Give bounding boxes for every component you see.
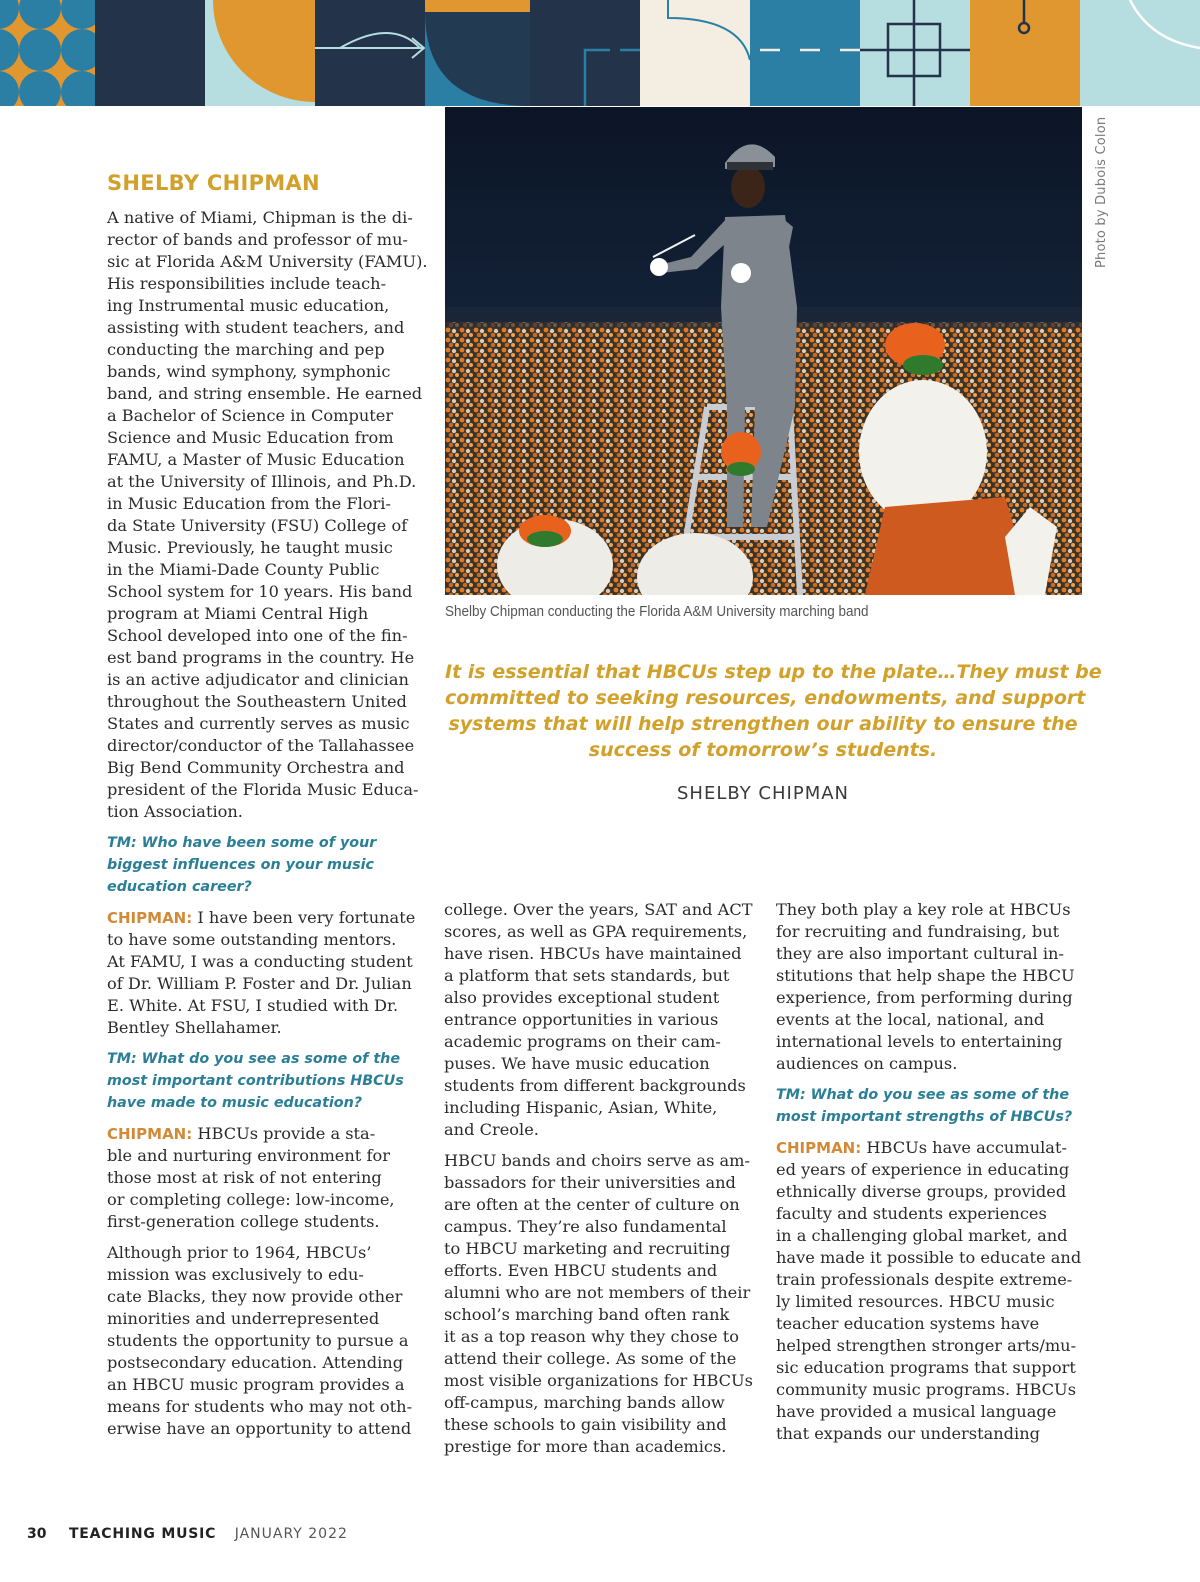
pull-quote-line: systems that will help strengthen our ability to ensure the bbox=[448, 713, 1078, 735]
text-line: they are also important cultural in- bbox=[776, 944, 1064, 963]
answer-paragraph bbox=[107, 1123, 412, 1233]
text-line: community music programs. HBCUs bbox=[776, 1380, 1076, 1399]
band-director-photo bbox=[445, 107, 1082, 595]
geometric-pattern-banner bbox=[0, 0, 1200, 106]
text-line: teacher education systems have bbox=[776, 1314, 1040, 1333]
pull-quote-line: success of tomorrow’s students. bbox=[588, 739, 938, 761]
text-line: experience, from performing during bbox=[776, 988, 1073, 1007]
text-line: international levels to entertaining bbox=[776, 1032, 1063, 1051]
text-line: a Bachelor of Science in Computer bbox=[107, 406, 394, 425]
text-line: most important strengths of HBCUs? bbox=[776, 1109, 1073, 1125]
text-line-content: HBCUs provide a sta- bbox=[197, 1124, 376, 1143]
text-line: Science and Music Education from bbox=[107, 428, 394, 447]
text-line: throughout the Southeastern United bbox=[107, 692, 407, 711]
pull-quote-line: committed to seeking resources, endowments, and support bbox=[445, 687, 1086, 709]
text-line: tion Association. bbox=[107, 802, 243, 821]
text-line: postsecondary education. Attending bbox=[107, 1353, 404, 1372]
text-line: Although prior to 1964, HBCUs’ bbox=[107, 1243, 372, 1262]
text-line: est band programs in the country. He bbox=[107, 648, 415, 667]
text-line: bands, wind symphony, symphonic bbox=[107, 362, 391, 381]
text-line: biggest influences on your music bbox=[107, 857, 374, 873]
article-heading: SHELBY CHIPMAN bbox=[107, 171, 320, 195]
text-line: cate Blacks, they now provide other bbox=[107, 1287, 403, 1306]
text-line: prestige for more than academics. bbox=[444, 1437, 727, 1456]
text-line: band, and string ensemble. He earned bbox=[107, 384, 423, 403]
text-line: in Music Education from the Flori- bbox=[107, 494, 391, 513]
text-line: A native of Miami, Chipman is the di- bbox=[107, 208, 413, 227]
text-line: to have some outstanding mentors. bbox=[107, 930, 397, 949]
article-column-3 bbox=[776, 899, 1081, 1454]
text-line: minorities and underrepresented bbox=[107, 1309, 380, 1328]
text-line: that expands our understanding bbox=[776, 1424, 1040, 1443]
text-line: States and currently serves as music bbox=[107, 714, 410, 733]
text-line: these schools to gain visibility and bbox=[444, 1415, 727, 1434]
bio-paragraph bbox=[107, 207, 428, 823]
text-line: director/conductor of the Tallahassee bbox=[107, 736, 415, 755]
body-paragraph bbox=[776, 899, 1081, 1075]
text-line: His responsibilities include teach- bbox=[107, 274, 387, 293]
text-line: those most at risk of not entering bbox=[107, 1168, 382, 1187]
text-line: of Dr. William P. Foster and Dr. Julian bbox=[107, 974, 412, 993]
text-line bbox=[776, 1137, 1081, 1159]
article-column-1 bbox=[107, 207, 428, 1449]
text-line: sic education programs that support bbox=[776, 1358, 1076, 1377]
text-line: conducting the marching and pep bbox=[107, 340, 385, 359]
text-line: it as a top reason why they chose to bbox=[444, 1327, 739, 1346]
text-line: or completing college: low-income, bbox=[107, 1190, 395, 1209]
text-line: events at the local, national, and bbox=[776, 1010, 1045, 1029]
text-line bbox=[107, 907, 416, 929]
text-line: puses. We have music education bbox=[444, 1054, 710, 1073]
text-line: Music. Previously, he taught music bbox=[107, 538, 393, 557]
photo-caption: Shelby Chipman conducting the Florida A&M University marching band bbox=[445, 604, 869, 620]
text-line: education career? bbox=[107, 879, 252, 895]
text-line: At FAMU, I was a conducting student bbox=[107, 952, 413, 971]
text-line: in a challenging global market, and bbox=[776, 1226, 1068, 1245]
text-line: sic at Florida A&M University (FAMU). bbox=[107, 252, 428, 271]
text-line: at the University of Illinois, and Ph.D. bbox=[107, 472, 417, 491]
text-line: program at Miami Central High bbox=[107, 604, 369, 623]
text-line: efforts. Even HBCU students and bbox=[444, 1261, 718, 1280]
text-line: for recruiting and fundraising, but bbox=[776, 922, 1060, 941]
text-line: students from different backgrounds bbox=[444, 1076, 746, 1095]
text-line: Bentley Shellahamer. bbox=[107, 1018, 282, 1037]
issue-date: JANUARY 2022 bbox=[234, 1526, 348, 1542]
text-line: rector of bands and professor of mu- bbox=[107, 230, 409, 249]
text-line: have made to music education? bbox=[107, 1095, 363, 1111]
body-paragraph bbox=[107, 1242, 412, 1440]
text-line: also provides exceptional student bbox=[444, 988, 720, 1007]
text-line: and Creole. bbox=[444, 1120, 539, 1139]
text-line: train professionals despite extreme- bbox=[776, 1270, 1073, 1289]
answer-paragraph bbox=[776, 1137, 1081, 1445]
text-line: are often at the center of culture on bbox=[444, 1195, 740, 1214]
text-line: bassadors for their universities and bbox=[444, 1173, 736, 1192]
text-line: ly limited resources. HBCU music bbox=[776, 1292, 1055, 1311]
text-line: HBCU bands and choirs serve as am- bbox=[444, 1151, 750, 1170]
text-line: da State University (FSU) College of bbox=[107, 516, 408, 535]
text-line bbox=[107, 1123, 412, 1145]
pull-quote bbox=[445, 659, 1102, 763]
text-line-content: I have been very fortunate bbox=[197, 908, 416, 927]
text-line: campus. They’re also fundamental bbox=[444, 1217, 727, 1236]
text-line: TM: What do you see as some of the bbox=[107, 1051, 401, 1067]
text-line: audiences on campus. bbox=[776, 1054, 958, 1073]
text-line-content: HBCUs have accumulat- bbox=[866, 1138, 1067, 1157]
magazine-title: TEACHING MUSIC bbox=[68, 1526, 217, 1542]
text-line: school’s marching band often rank bbox=[444, 1305, 730, 1324]
text-line: erwise have an opportunity to attend bbox=[107, 1419, 412, 1438]
text-line: to HBCU marketing and recruiting bbox=[444, 1239, 731, 1258]
text-line: most visible organizations for HBCUs bbox=[444, 1371, 753, 1390]
text-line: They both play a key role at HBCUs bbox=[776, 900, 1071, 919]
text-line: attend their college. As some of the bbox=[444, 1349, 737, 1368]
text-line: FAMU, a Master of Music Education bbox=[107, 450, 405, 469]
page-number: 30 bbox=[27, 1526, 47, 1542]
photo-credit: Photo by Dubois Colon bbox=[1094, 116, 1109, 268]
text-line: School developed into one of the fin- bbox=[107, 626, 408, 645]
speaker-label: CHIPMAN: bbox=[107, 909, 193, 927]
text-line: have risen. HBCUs have maintained bbox=[444, 944, 742, 963]
text-line: helped strengthen stronger arts/mu- bbox=[776, 1336, 1077, 1355]
text-line: most important contributions HBCUs bbox=[107, 1073, 404, 1089]
pull-quote-attribution: SHELBY CHIPMAN bbox=[676, 783, 850, 804]
speaker-label: CHIPMAN: bbox=[107, 1125, 193, 1143]
text-line: first-generation college students. bbox=[107, 1212, 380, 1231]
text-line: assisting with student teachers, and bbox=[107, 318, 405, 337]
text-line: scores, as well as GPA requirements, bbox=[444, 922, 748, 941]
text-line: ed years of experience in educating bbox=[776, 1160, 1070, 1179]
article-column-2 bbox=[444, 899, 753, 1467]
text-line: Big Bend Community Orchestra and bbox=[107, 758, 405, 777]
text-line: president of the Florida Music Educa- bbox=[107, 780, 419, 799]
interview-question bbox=[776, 1084, 1081, 1128]
text-line: E. White. At FSU, I studied with Dr. bbox=[107, 996, 399, 1015]
text-line: means for students who may not oth- bbox=[107, 1397, 413, 1416]
text-line: is an active adjudicator and clinician bbox=[107, 670, 409, 689]
text-line: alumni who are not members of their bbox=[444, 1283, 751, 1302]
body-paragraph bbox=[444, 1150, 753, 1458]
interview-question bbox=[107, 832, 412, 898]
text-line: a platform that sets standards, but bbox=[444, 966, 730, 985]
text-line: have provided a musical language bbox=[776, 1402, 1057, 1421]
text-line: including Hispanic, Asian, White, bbox=[444, 1098, 718, 1117]
text-line: have made it possible to educate and bbox=[776, 1248, 1082, 1267]
interview-question bbox=[107, 1048, 412, 1114]
text-line: ethnically diverse groups, provided bbox=[776, 1182, 1067, 1201]
text-line: TM: What do you see as some of the bbox=[776, 1087, 1070, 1103]
text-line: faculty and students experiences bbox=[776, 1204, 1047, 1223]
text-line: an HBCU music program provides a bbox=[107, 1375, 405, 1394]
text-line: in the Miami-Dade County Public bbox=[107, 560, 380, 579]
text-line: mission was exclusively to edu- bbox=[107, 1265, 364, 1284]
text-line: off-campus, marching bands allow bbox=[444, 1393, 725, 1412]
answer-paragraph bbox=[107, 907, 416, 1039]
body-paragraph bbox=[444, 899, 753, 1141]
page-footer bbox=[27, 1526, 348, 1542]
text-line: ing Instrumental music education, bbox=[107, 296, 390, 315]
speaker-label: CHIPMAN: bbox=[776, 1139, 862, 1157]
text-line: entrance opportunities in various bbox=[444, 1010, 719, 1029]
text-line: TM: Who have been some of your bbox=[107, 835, 377, 851]
text-line: academic programs on their cam- bbox=[444, 1032, 721, 1051]
pull-quote-line: It is essential that HBCUs step up to the plate…They must be bbox=[445, 661, 1102, 683]
text-line: college. Over the years, SAT and ACT bbox=[444, 900, 753, 919]
text-line: ble and nurturing environment for bbox=[107, 1146, 390, 1165]
text-line: School system for 10 years. His band bbox=[107, 582, 413, 601]
text-line: students the opportunity to pursue a bbox=[107, 1331, 409, 1350]
text-line: stitutions that help shape the HBCU bbox=[776, 966, 1075, 985]
